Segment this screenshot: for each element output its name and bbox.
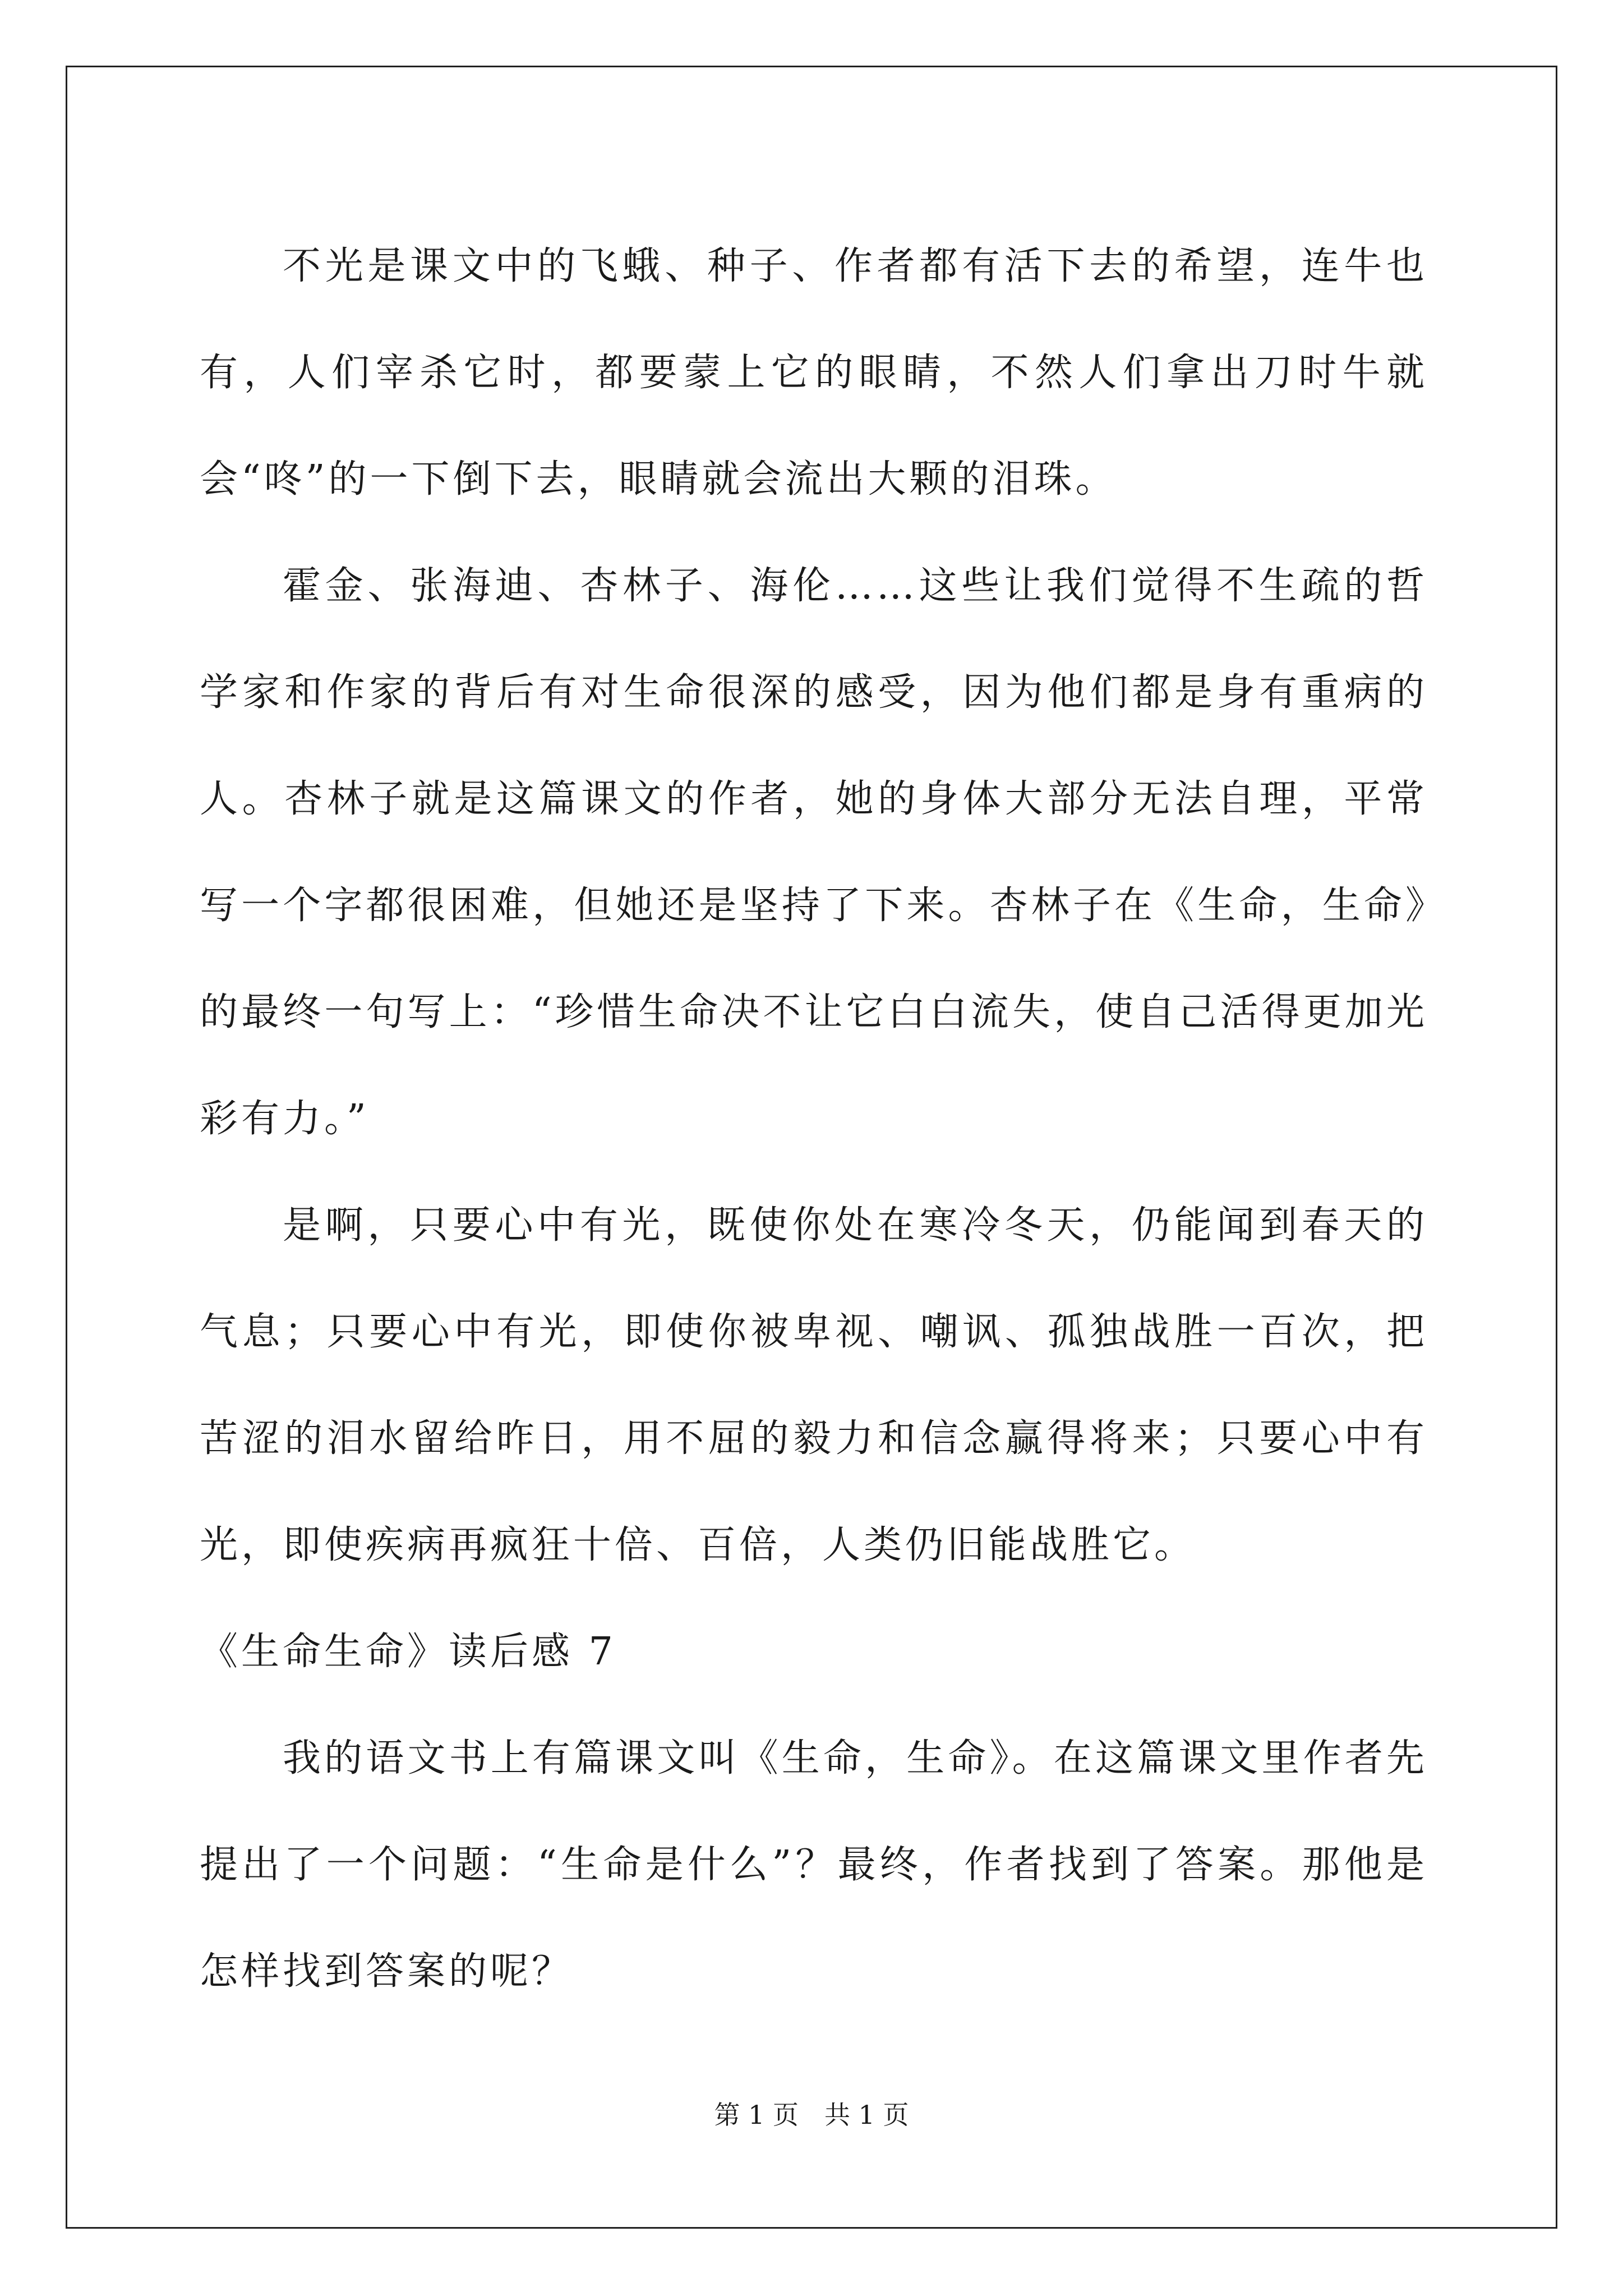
- paragraph: 是啊，只要心中有光，既使你处在寒冷冬天，仍能闻到春天的气息；只要心中有光，即使你被卑视、嘲讽、孤独战胜一百次，把苦涩的泪水留给昨日，用不屈的毅力和信念赢得将来；只要心中有光，即使疾病再疯狂十倍、百倍，人类仍旧能战胜它。: [200, 1203, 1428, 1567]
- page-footer: 第 1 页 共 1 页: [714, 2100, 909, 2130]
- document-body: [200, 213, 1428, 2025]
- paragraph: 不光是课文中的飞蛾、种子、作者都有活下去的希望，连牛也有，人们宰杀它时，都要蒙上它的眼睛，不然人们拿出刀时牛就会“咚”的一下倒下去，眼睛就会流出大颗的泪珠。: [200, 244, 1428, 501]
- section-heading: 《生命生命》读后感 7: [200, 1630, 616, 1674]
- paragraph: 霍金、张海迪、杏林子、海伦……这些让我们觉得不生疏的哲学家和作家的背后有对生命很深的感受，因为他们都是身有重病的人。杏林子就是这篇课文的作者，她的身体大部分无法自理，平常写一个字都很困难，但她还是坚持了下来。杏林子在《生命，生命》的最终一句写上：“珍惜生命决不让它白白流失，使自己活得更加光彩有力。”: [200, 564, 1428, 1141]
- paragraph: 我的语文书上有篇课文叫《生命，生命》。在这篇课文里作者先提出了一个问题：“生命是什么”？最终，作者找到了答案。那他是怎样找到答案的呢？: [200, 1736, 1428, 1994]
